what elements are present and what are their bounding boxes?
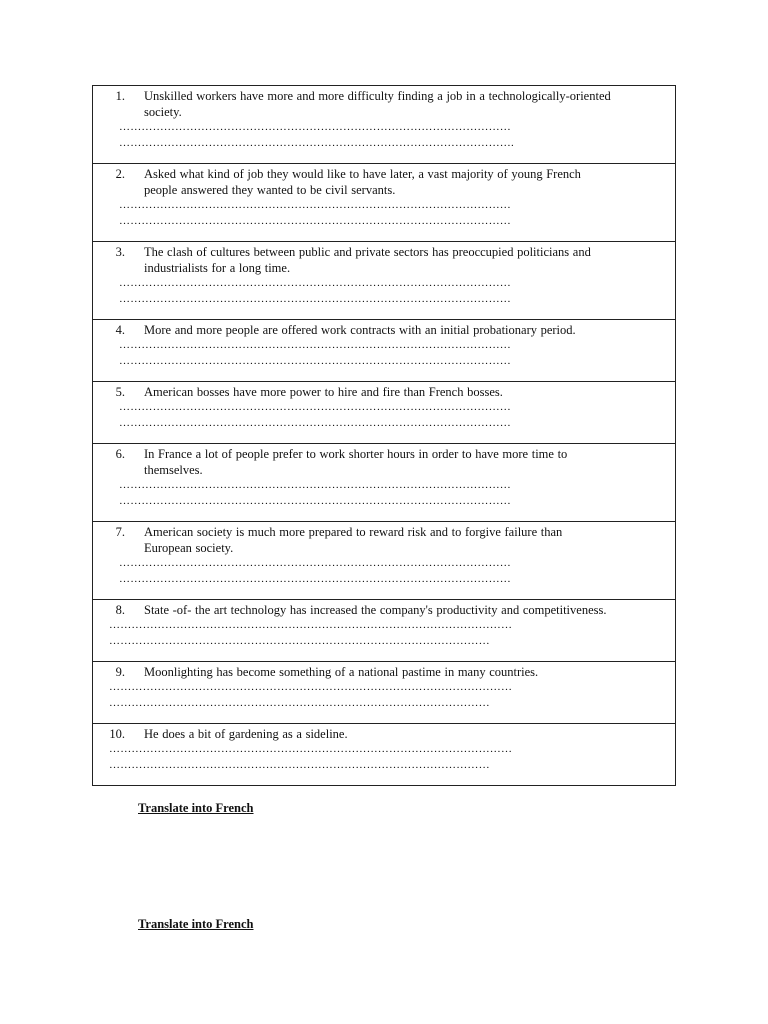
section-heading: Translate into French [138,801,254,815]
exercise-cell [93,724,676,786]
item-sentence: American society is much more prepared to reward risk and to forgive failure than European society. [144,525,563,555]
item-number: 1. [115,89,125,103]
answer-line[interactable]: …………………………………………………………………………………………… [119,293,511,305]
item-number: 7. [115,525,125,539]
item-sentence: American bosses have more power to hire and fire than French bosses. [144,385,503,399]
exercise-row [93,320,676,382]
exercise-row [93,86,676,164]
item-number: 10. [109,727,125,741]
answer-line[interactable]: ……………………………………………………………………………………………… [109,681,513,693]
answer-line[interactable]: …………………………………………………………………………………………… [119,215,511,227]
answer-line[interactable]: …………………………………………………………………………………………… [119,199,511,211]
exercise-row [93,522,676,600]
exercise-row [93,662,676,724]
item-sentence: He does a bit of gardening as a sideline. [144,727,348,741]
answer-line[interactable]: …………………………………………………………………………………………… [119,417,511,429]
exercise-row [93,444,676,522]
answer-line[interactable]: …………………………………………………………………………………………… [119,495,511,507]
answer-line[interactable]: ………………………………………………………………………………………… [109,635,490,647]
exercise-cell [93,444,676,522]
answer-line[interactable]: ……………………………………………………………………………………………… [109,619,513,631]
exercise-cell [93,522,676,600]
item-sentence: Unskilled workers have more and more difficulty finding a job in a technologically-oriented society. [144,89,611,119]
item-number: 6. [115,447,125,461]
answer-line[interactable]: …………………………………………………………………………………………… [119,277,511,289]
exercise-cell [93,600,676,662]
item-sentence: In France a lot of people prefer to work shorter hours in order to have more time to themselves. [144,447,568,477]
exercise-row [93,724,676,786]
item-number: 8. [115,603,125,617]
answer-line[interactable]: …………………………………………………………………………………………… [119,401,511,413]
exercise-cell [93,164,676,242]
item-number: 4. [115,323,125,337]
exercise-row [93,242,676,320]
item-sentence: Asked what kind of job they would like to have later, a vast majority of young French people answered they wanted to be civil servants. [144,167,581,197]
answer-line[interactable]: ……………………………………………………………………………………………… [109,743,513,755]
exercise-table [92,85,676,786]
exercise-row [93,600,676,662]
answer-line[interactable]: ………………………………………………………………………………………… [109,759,490,771]
exercise-cell [93,382,676,444]
item-number: 2. [115,167,125,181]
item-sentence: Moonlighting has become something of a national pastime in many countries. [144,665,539,679]
exercise-cell [93,320,676,382]
item-sentence: State -of- the art technology has increased the company's productivity and competitiveness. [144,603,607,617]
item-sentence: The clash of cultures between public and private sectors has preoccupied politicians and industrialists for a long time. [144,245,591,275]
item-number: 5. [115,385,125,399]
exercise-cell [93,86,676,164]
section-heading: Translate into French [138,917,254,931]
answer-line[interactable]: …………………………………………………………………………………………… [119,573,511,585]
answer-line[interactable]: …………………………………………………………………………………………… [119,339,511,351]
item-sentence: More and more people are offered work contracts with an initial probationary period. [144,323,576,337]
answer-line[interactable]: ………………………………………………………………………………………… [109,697,490,709]
exercise-row [93,164,676,242]
exercise-row [93,382,676,444]
item-number: 3. [115,245,125,259]
item-number: 9. [115,665,125,679]
answer-line[interactable]: …………………………………………………………………………………………… [119,121,511,133]
exercise-cell [93,662,676,724]
exercise-cell [93,242,676,320]
answer-line[interactable]: …………………………………………………………………………………………… [119,479,511,491]
answer-line[interactable]: ……………………………………………………………………………………………. [119,137,514,149]
answer-line[interactable]: …………………………………………………………………………………………… [119,355,511,367]
answer-line[interactable]: …………………………………………………………………………………………… [119,557,511,569]
